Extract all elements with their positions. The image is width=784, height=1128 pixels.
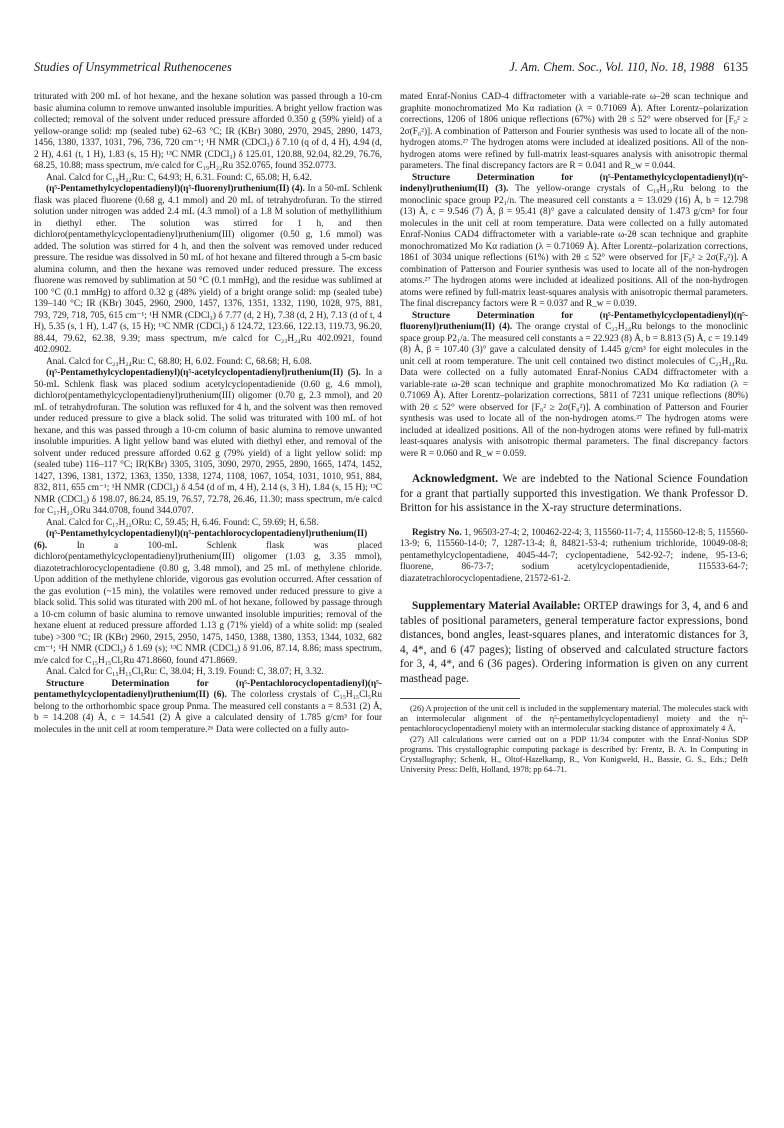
registry-numbers (400, 528, 748, 586)
section-title: (η⁵-Pentamethylcyclopentadienyl)(η⁵-acetylcyclopentadienyl)ruthenium(II) (5). (46, 368, 361, 378)
section-title: (η⁵-Pentamethylcyclopentadienyl)(η⁵-pentachlorocyclopentadienyl)ruthenium(II) (6). (34, 529, 368, 551)
acknowledgment-title: Acknowledgment. (412, 473, 499, 485)
paragraph: triturated with 200 mL of hot hexane, and the hexane solution was passed through a 10-cm basic alumina column to remove unwanted insoluble impurities. A bright yellow fraction was collected; removal of the solvent under reduced pressure afforded 0.350 g (59% yield) of a yellow-orange solid: mp (sealed tube) 62–63 °C; IR (KBr) 3080, 2970, 2945, 2890, 1473, 1456, 1380, 1337, 1031, 796, 736, 720 cm⁻¹; ¹H NMR (CDCl₃) δ 7.10 (q of d, 4 H), 4.94 (d, 2 H), 4.61 (t, 1 H), 1.83 (s, 15 H); ¹³C NMR (CDCl₃) δ 125.01, 120.88, 92.04, 82.29, 76.76, 68.25, 10.88; mass spectrum, m/e calcd for C₁₉H₂₂Ru 352.0765, found 352.0773. (34, 92, 382, 171)
paragraph: In a 50-mL Schlenk flask was placed sodium acetylcyclopentadienide (0.60 g, 4.6 mmol), dichloro(pentamethylcyclopentadienyl)ruthenium(III) oligomer (0.70 g, 2.3 mmol), and 20 mL of tetrahydrofuran. The solution was refluxed for 4 h, and the solvent was then removed under reduced pressure to give a black solid. The solid was triturated with 100 mL of hot hexane, and this was passed through a 10-cm column of basic alumina to remove unwanted insoluble impurities. A light yellow band was eluted with diethyl ether, and removal of the solvent under reduced pressure afforded 0.62 g (79% yield) of a light yellow solid: mp (sealed tube) 116–117 °C; IR(KBr) 3305, 3105, 3090, 2970, 2955, 2890, 1665, 1474, 1452, 1427, 1396, 1381, 1372, 1363, 1350, 1338, 1274, 1108, 1067, 1054, 1031, 1010, 951, 884, 832, 811, 655 cm⁻¹; ¹H NMR (CDCl₃) δ 4.54 (d of m, 4 H), 2.14 (s, 3 H), 1.84 (s, 15 H); ¹³C NMR (CDCl₃) δ 198.07, 86.24, 85.19, 76.57, 72.78, 26.46, 11.30; mass spectrum, m/e calcd for C₁₇H₂₂ORu 344.0708, found 344.0707. (34, 368, 382, 516)
left-column (34, 92, 382, 736)
journal-citation (509, 60, 748, 75)
running-title: Studies of Unsymmetrical Ruthenocenes (34, 60, 232, 74)
paragraph: Anal. Calcd for C₁₅H₁₅Cl₅Ru: C, 38.04; H, 3.19. Found: C, 38.07; H, 3.32. (46, 667, 324, 677)
registry-text: 1, 96503-27-4; 2, 100462-22-4; 3, 115560-11-7; 4, 115560-12-8; 5, 115560-13-9; 6, 115560-14-0; 7, 1287-13-4; 8, 84821-53-4; ruthenium trichloride, 10049-08-8; pentamethylcyclopentadiene, 4045-44-7; cyclopentadiene, 542-92-7; indene, 95-13-6; fluorene, 86-73-7; sodium acetylcyclopentadienide, 115533-64-7; diazatetrachlorocyclopentadiene, 21572-61-2. (400, 527, 749, 584)
right-column (400, 92, 748, 775)
acknowledgment-text: We are indebted to the National Science Foundation for a grant that partially supported this investigation. We thank Professor D. Britton for his assistance in the X-ray structure determinations. (400, 473, 748, 514)
compound-section (34, 368, 382, 518)
footnote-26: (26) A projection of the unit cell is included in the supplementary material. The molecules stack with an intermolecular alignment of the η⁵-pentamethylcyclopentadienyl moiety and the η⁵-pentachlorocyclopentadienyl moiety with an intermolecular stacking distance of approximately 4 Å. (400, 704, 748, 734)
paragraph: In a 50-mL Schlenk flask was placed fluorene (0.68 g, 4.1 mmol) and 20 mL of tetrahydrofuran. To the stirred solution under nitrogen was added 2.4 mL (4.3 mmol) of a 1.8 M solution of methyllithium in diethyl ether. The solution was stirred for 1 h, and then dichloro(pentamethylcyclopentadienyl)ruthenium(III) oligomer (0.50 g, 1.6 mmol) was added. The solution was stirred for 4 h, and then the solvent was removed under reduced pressure. The residue was dissolved in 50 mL of hot hexane and filtered through a 5-cm basic alumina column, and then the hexane was removed under reduced pressure. The excess fluorene was removed by sublimation at 50 °C (0.1 mmHg), and the residue was sublimed at 100 °C (0.1 mmHg) to afford 0.32 g (48% yield) of a bright orange solid: mp (sealed tube) 139–140 °C; IR (KBr) 3045, 2960, 2900, 1457, 1376, 1351, 1332, 1190, 1028, 975, 881, 793, 729, 718, 705, 615 cm⁻¹; ¹H NMR (CDCl₃) δ 7.77 (d, 2 H), 7.38 (d, 2 H), 7.13 (d of t, 4 H), 5.35 (s, 1 H), 1.47 (s, 15 H); ¹³C NMR (CDCl₃) δ 124.72, 123.66, 122.13, 119.73, 96.20, 88.44, 79.62, 62.38, 9.39; mass spectrum, m/e calcd for C₂₃H₂₄Ru 402.0921, found 402.0902. (34, 184, 382, 355)
structure-section (400, 173, 748, 311)
registry-title: Registry No. (412, 527, 462, 538)
acknowledgment (400, 472, 748, 516)
page-number: 6135 (723, 60, 748, 74)
journal-name: J. Am. Chem. Soc., Vol. 110, No. 18, 1988 (509, 60, 715, 74)
section-title: (η⁵-Pentamethylcyclopentadienyl)(η⁵-fluorenyl)ruthenium(II) (4). (46, 184, 305, 194)
ortep-label: ORTEP (583, 600, 619, 612)
paragraph: The colorless crystals of C₁₅H₁₅Cl₅Ru belong to the orthorhombic space group Pnma. The measured cell constants a = 8.531 (2) Å, b = 14.208 (4) Å, c = 14.541 (2) Å give a calculated density of 1.785 g/cm³ for four molecules in the unit cell at room temperature.²⁶ Data were collected on a fully auto- (34, 690, 383, 735)
supplementary-text: drawings for 3, 4, and 6 and tables of positional parameters, general temperature factor expressions, bond distances, bond angles, least-squares planes, and interatomic distances for 3, 4, 4*, and 6 (47 pages); listing of observed and calculated structure factors for 3, 4, 4*, and 6 (36 pages). Ordering information is given on any current masthead page. (400, 600, 749, 685)
footnote-divider (400, 698, 520, 699)
supplementary-title: Supplementary Material Available: (412, 600, 581, 612)
paragraph: The yellow-orange crystals of C₁₉H₂₂Ru belong to the monoclinic space group P2₁/n. The measured cell constants a = 13.029 (16) Å, b = 12.798 (13) Å, c = 9.546 (7) Å, β = 95.41 (8)° gave a calculated density of 1.473 g/cm³ for four molecules in the unit cell at room temperature. Data were collected on a fully automated Enraf-Nonius CAD4 diffractometer with a variable-rate ω-2θ scan technique and graphite monochromatized Mo Kα radiation (λ = 0.71069 Å). After Lorentz–polarization corrections, 1861 of 3034 unique reflections (61%) with 2θ ≤ 52° were observed for [F₀² ≥ 2σ(F₀²)]. A combination of Patterson and Fourier synthesis was used to locate all of the non-hydrogen atoms.²⁷ The hydrogen atoms were included at idealized positions. All of the non-hydrogen atoms were refined by full-matrix least-squares analysis with anisotropic thermal parameters. The final discrepancy factors were R = 0.037 and R_w = 0.039. (400, 184, 748, 309)
paragraph: Anal. Calcd for C₁₉H₂₂Ru: C, 64.93; H, 6.31. Found: C, 65.08; H, 6.42. (46, 172, 312, 183)
supplementary-material (400, 599, 748, 686)
paragraph: In a 100-mL Schlenk flask was placed dichloro(pentamethylcyclopentadienyl)ruthenium(III) oligomer (1.03 g, 3.35 mmol), diazotetrachlorocyclopentadiene (0.80 g, 3.48 mmol), and 25 mL of methylene chloride. Upon addition of the methylene chloride, vigorous gas evolution occurred. After cessation of the gas evolution (~15 min), the volatiles were removed under reduced pressure to give a black solid. This solid was titurated with 200 mL of hot hexane, followed by passage through a 10-cm column of basic alumina to remove unwanted insoluble impurities; removal of the hexane eluent at reduced pressure afforded 1.13 g (71% yield) of a white solid: mp (sealed tube) >300 °C; IR (KBr) 2960, 2915, 2950, 1475, 1450, 1388, 1380, 1353, 1344, 1032, 682 cm⁻¹; ¹H NMR (CDCl₃) δ 1.69 (s); ¹³C NMR (CDCl₃) δ 91.06, 87.14, 8.86; mass spectrum, m/e calcd for C₁₅H₁₅Cl₅Ru 471.8660, found 471.8669. (34, 540, 382, 666)
structure-section (34, 679, 382, 737)
paragraph: Anal. Calcd for C₁₇H₂₂ORu: C, 59.45; H, 6.46. Found: C, 59.69; H, 6.58. (46, 517, 319, 528)
paragraph: The orange crystal of C₂₃H₂₄Ru belongs to the monoclinic space group P2₁/a. The measured cell constants a = 22.923 (8) Å, b = 8.813 (5) Å, c = 19.149 (8) Å, β = 107.40 (3)° gave a calculated density of 1.445 g/cm³ for eight molecules in the unit cell at room temperature. The unit cell contained two distinct molecules of C₂₃H₂₄Ru. Data were collected on a fully automated Enraf-Nonius CAD4 diffractometer with a variable-rate ω-2θ scan technique and graphite monochromatized Mo Kα radiation (λ = 0.71069 Å). After Lorentz–polarization corrections, 5811 of 7231 unique reflections (80%) with 2θ ≤ 52° were observed for [F₀² ≥ 2σ(F₀²)]. A combination of Patterson and Fourier synthesis was used to locate all of the non-hydrogen atoms.²⁷ The hydrogen atoms were included at idealized positions. All of the non-hydrogen atoms were refined by full-matrix least-squares analysis with anisotropic thermal parameters. The final discrepancy factors were R = 0.060 and R_w = 0.059. (400, 322, 749, 459)
compound-section (34, 529, 382, 667)
section-title: Structure Determination for (η⁵-Pentamethylcyclopentadienyl)(η⁵-indenyl)ruthenium(II) (3). (400, 172, 748, 194)
section-title: Structure Determination for (η⁵-Pentachlorocyclopentadienyl)(η⁵-pentamethylcyclopentadienyl)ruthenium(II) (6). (34, 678, 382, 700)
paragraph: mated Enraf-Nonius CAD-4 diffractometer with a variable-rate ω–2θ scan technique and graphite monochromatized Mo Kα radiation (λ = 0.71069 Å). After Lorentz–polarization corrections, 1206 of 1806 unique reflections (67%) with 2θ ≤ 52° were observed for [F₀² ≥ 2σ(F₀²)]. A combination of Patterson and Fourier synthesis was used to locate all of the non-hydrogen atoms.²⁷ The hydrogen atoms were included at idealized positions. All of the non-hydrogen atoms were refined by full-matrix least-squares analysis with anisotropic thermal parameters. The final discrepancy factors are R = 0.041 and R_w = 0.044. (400, 92, 748, 171)
section-title: Structure Determination for (η⁵-Pentamethylcyclopentadienyl)(η⁵-fluorenyl)ruthenium(II) (4). (400, 310, 748, 332)
structure-section (400, 311, 748, 461)
footnote-27: (27) All calculations were carried out on a PDP 11/34 computer with the Enraf-Nonius SDP programs. This crystallographic computing package is described by: Frentz, B. A. In Computing in Crystallography; Schenk, H., Oltof-Hazelkamp, R., Von Konigweld, H., Bassie, G. S., Eds.; Delft University Press: Delft, Holland, 1978; pp 64–71. (400, 734, 748, 775)
page-header (34, 60, 748, 80)
compound-section (34, 184, 382, 357)
paragraph: Anal. Calcd for C₂₃H₂₄Ru: C, 68.80; H, 6.02. Found: C, 68.68; H, 6.08. (46, 356, 312, 367)
